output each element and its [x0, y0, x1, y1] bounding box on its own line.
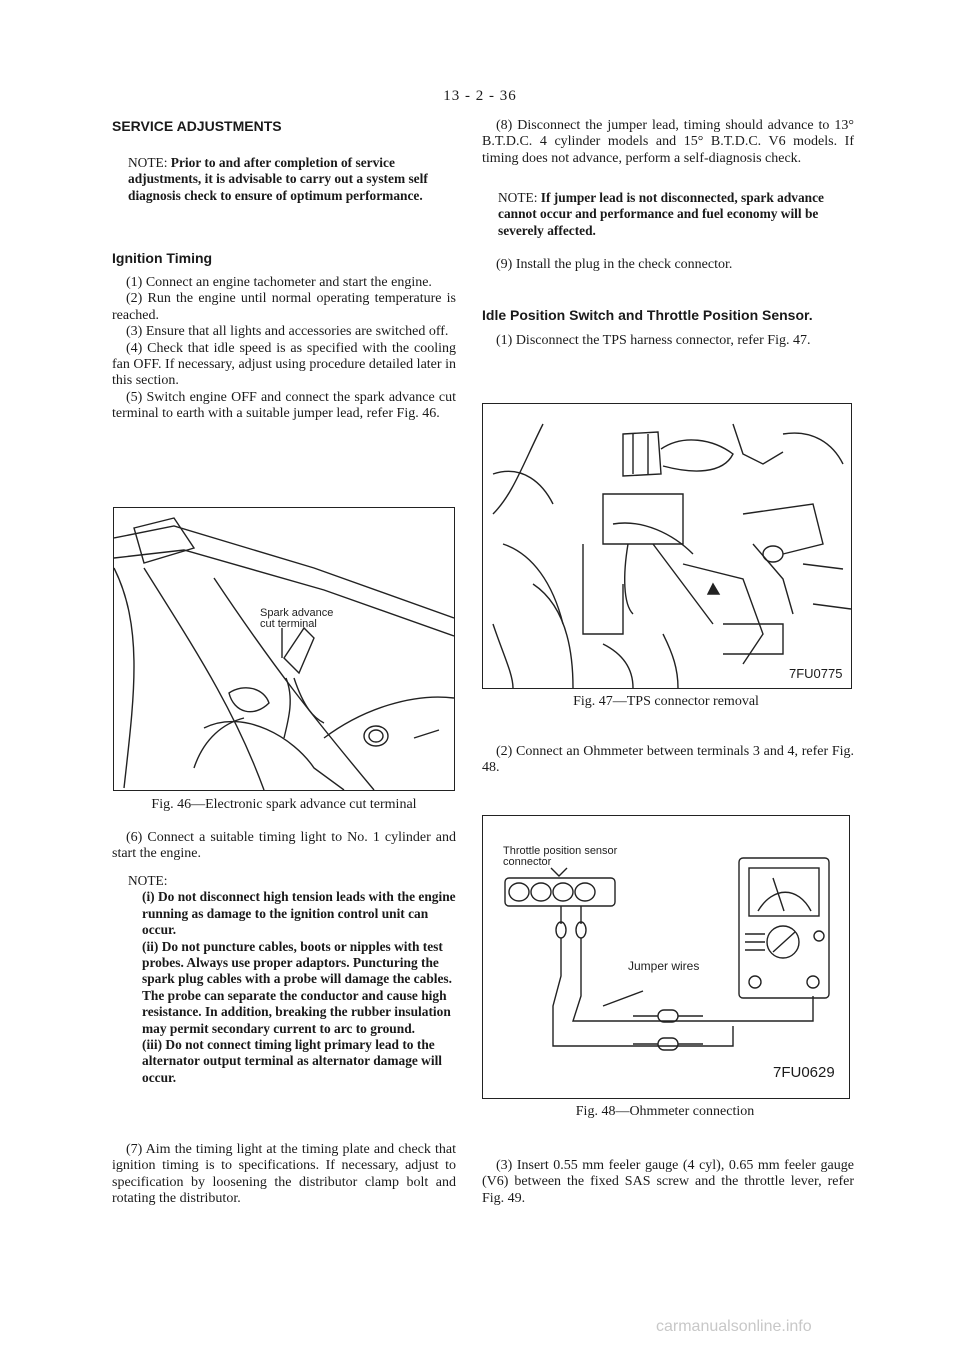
page-number: 13 - 2 - 36	[443, 88, 517, 104]
note3-label: NOTE:	[498, 190, 538, 205]
tps-step-2: (2) Connect an Ohmmeter between terminals 3 and 4, refer Fig. 48.	[482, 744, 854, 776]
step-6-block	[112, 830, 456, 863]
note-service-adjustments	[128, 155, 456, 204]
fig46-label: Spark advance cut terminal	[260, 607, 334, 630]
step-8-block	[482, 118, 854, 167]
note-label: NOTE:	[128, 155, 168, 170]
fig48-caption: Fig. 48—Ohmmeter connection	[575, 1104, 755, 1119]
note3-text: If jumper lead is not disconnected, spark advance cannot occur and performance and fuel economy will be severely affected.	[498, 190, 824, 238]
note2-item-2: (ii) Do not puncture cables, boots or nipples with test probes. Always use proper adaptors. Puncturing the spark plug cables with a probe will damage the cables. The probe can separate the conductor and cause high resistance. In addition, breaking the rubber insulation may permit secondary current to arc to ground.	[142, 938, 452, 1036]
fig47-caption: Fig. 47—TPS connector removal	[573, 694, 759, 709]
tps-step-3-block	[482, 1158, 854, 1207]
fig47-code: 7FU0775	[789, 666, 843, 681]
note2-label: NOTE:	[128, 873, 168, 888]
fig48-jumper-label: Jumper wires	[628, 959, 700, 973]
tps-step-3: (3) Insert 0.55 mm feeler gauge (4 cyl), 0.65 mm feeler gauge (V6) between the fixed SAS screw and the throttle lever, refer Fig. 49.	[482, 1158, 854, 1206]
tps-connector-illustration	[483, 404, 851, 688]
step-8: (8) Disconnect the jumper lead, timing should advance to 13° B.T.D.C. 4 cylinder models and 15° B.T.D.C. V6 models. If timing does not advance, perform a self-diagnosis check.	[482, 118, 854, 166]
step-2: (2) Run the engine until normal operating temperature is reached.	[112, 291, 456, 323]
note-timing-light	[128, 873, 456, 1086]
fig48-label: Throttle position sensor connector	[503, 845, 618, 868]
fig46-caption: Fig. 46—Electronic spark advance cut terminal	[151, 797, 417, 812]
fig48-code: 7FU0629	[773, 1064, 835, 1081]
step-6: (6) Connect a suitable timing light to No. 1 cylinder and start the engine.	[112, 830, 456, 862]
step-3: (3) Ensure that all lights and accessories are switched off.	[126, 324, 449, 340]
step-5: (5) Switch engine OFF and connect the spark advance cut terminal to earth with a suitable jumper lead, refer Fig. 46.	[112, 389, 456, 422]
note2-item-3: (iii) Do not connect timing light primary lead to the alternator output terminal as alternator damage will occur.	[142, 1037, 443, 1085]
subtitle-idle-position: Idle Position Switch and Throttle Position Sensor.	[482, 307, 813, 323]
figure-48	[482, 815, 850, 1099]
note2-item-1: (i) Do not disconnect high tension leads with the engine running as damage to the ignition control unit can occur.	[142, 889, 456, 938]
step-7-block	[112, 1142, 456, 1208]
step-4: (4) Check that idle speed is as specified with the cooling fan OFF. If necessary, adjust using procedure detailed later in this section.	[112, 340, 456, 389]
tps-step-1: (1) Disconnect the TPS harness connector, refer Fig. 47.	[496, 333, 811, 348]
step-9: (9) Install the plug in the check connector.	[496, 257, 733, 272]
figure-46	[113, 507, 455, 791]
note-jumper-lead	[498, 190, 854, 239]
watermark: carmanualsonline.info	[656, 1318, 812, 1335]
step-1: (1) Connect an engine tachometer and start the engine.	[126, 275, 432, 290]
tps-step-2-block	[482, 744, 854, 777]
subtitle-ignition-timing: Ignition Timing	[112, 250, 213, 266]
spark-cut-terminal-illustration	[114, 508, 454, 790]
figure-47	[482, 403, 852, 689]
section-title: SERVICE ADJUSTMENTS	[112, 118, 282, 134]
tps-step-1-block	[482, 333, 854, 349]
ignition-steps	[112, 275, 456, 423]
step-9-block	[482, 257, 854, 273]
step-7: (7) Aim the timing light at the timing plate and check that ignition timing is to specifications. If necessary, adjust to specification by loosening the distributor clamp bolt and rotating the distributor.	[112, 1142, 456, 1207]
note-text: Prior to and after completion of service adjustments, it is advisable to carry out a system self diagnosis check to ensure of optimum performance.	[128, 155, 428, 203]
